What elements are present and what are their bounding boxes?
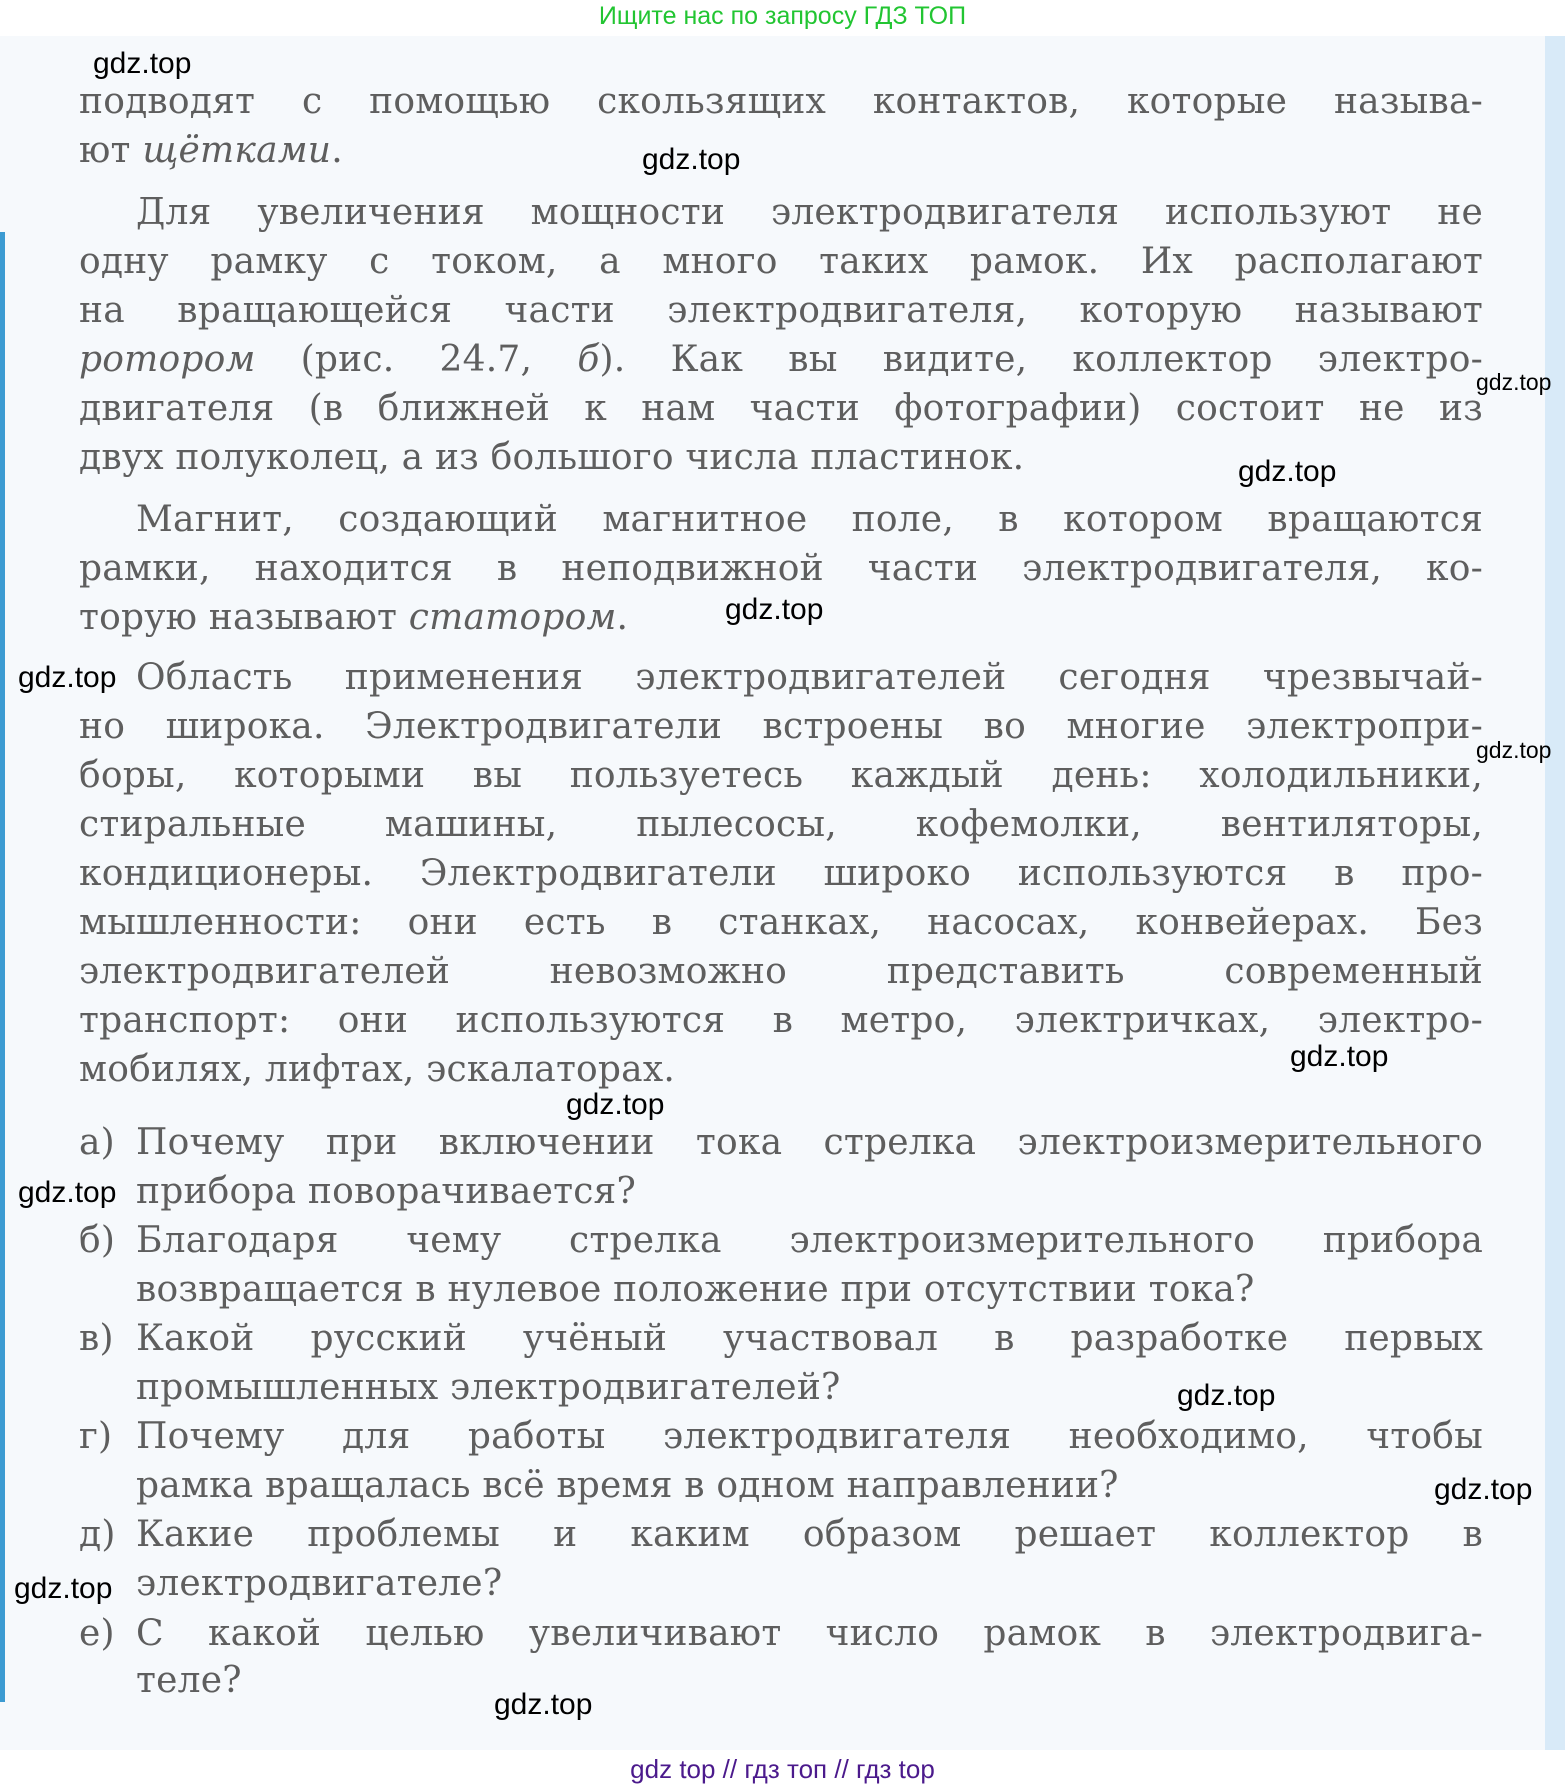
watermark: gdz.top [14,1572,113,1605]
watermark: gdz.top [1290,1040,1389,1073]
text-line: но широка. Электродвигатели встроены во многие электропри- [79,706,1483,747]
text-line: подводят с помощью скользящих контактов, которые называ- [79,81,1483,122]
watermark: gdz.top [18,661,117,694]
text-line [79,129,1483,173]
text-line: кондиционеры. Электродвигатели широко используются в про- [79,853,1483,894]
text-line: двух полуколец, а из большого числа пластинок. [79,437,1025,478]
text-span: . [616,597,629,638]
watermark: gdz.top [18,1176,117,1209]
question-label: д) [79,1514,116,1555]
term-rotor: ротором [79,339,256,380]
watermark: gdz.top [725,593,824,626]
question-label: б) [79,1220,116,1261]
text-span: ют [79,130,143,171]
question-text: электродвигателе? [136,1563,503,1604]
text-span: торую называют [79,597,409,638]
text-line: стиральные машины, пылесосы, кофемолки, вентиляторы, [79,804,1483,845]
text-line: транспорт: они используются в метро, электричках, электро- [79,1000,1483,1041]
bottom-banner: gdz top // гдз топ // гдз top [630,1754,935,1784]
right-margin-strip [1545,36,1565,1750]
question-text: Благодаря чему стрелка электроизмерительного прибора [136,1220,1483,1261]
question-text: промышленных электродвигателей? [136,1367,841,1408]
question-text: Какие проблемы и каким образом решает коллектор в [136,1514,1483,1555]
question-text: Почему для работы электродвигателя необходимо, чтобы [136,1416,1483,1457]
text-line: двигателя (в ближней к нам части фотографии) состоит не из [79,388,1483,429]
question-label: а) [79,1122,115,1163]
text-span: (рис. 24.7, [255,339,578,380]
text-line: мобилях, лифтах, эскалаторах. [79,1049,675,1090]
watermark: gdz.top [566,1088,665,1121]
question-text: С какой целью увеличивают число рамок в электродвига- [136,1613,1483,1654]
watermark: gdz.top [642,143,741,176]
text-span: ). Как вы видите, коллектор электро- [599,339,1483,380]
left-margin-bar [0,232,5,1702]
watermark: gdz.top [1476,737,1552,763]
text-line: Магнит, создающий магнитное поле, в котором вращаются [136,499,1483,540]
watermark: gdz.top [1177,1379,1276,1412]
text-line: одну рамку с током, а много таких рамок. Их располагают [79,241,1483,282]
question-label: г) [79,1416,113,1457]
question-text: рамка вращалась всё время в одном направлении? [136,1465,1119,1506]
figure-label: б [577,339,600,380]
watermark: gdz.top [494,1688,593,1721]
text-line [79,338,1483,382]
text-line: на вращающейся части электродвигателя, которую называют [79,290,1483,331]
term-stator: статором [408,597,617,638]
watermark: gdz.top [93,47,192,80]
text-line: боры, которыми вы пользуетесь каждый день: холодильники, [79,755,1483,796]
text-line: Для увеличения мощности электродвигателя используют не [136,192,1483,233]
text-span: . [331,130,343,171]
question-text: теле? [136,1660,242,1701]
question-text: возвращается в нулевое положение при отсутствии тока? [136,1269,1255,1310]
question-label: е) [79,1613,115,1654]
watermark: gdz.top [1476,369,1552,395]
question-label: в) [79,1318,114,1359]
text-line: рамки, находится в неподвижной части электродвигателя, ко- [79,548,1483,589]
question-text: Почему при включении тока стрелка электроизмерительного [136,1122,1483,1163]
top-banner: Ищите нас по запросу ГДЗ ТОП [598,2,967,30]
text-line: электродвигателей невозможно представить современный [79,951,1483,992]
question-text: Какой русский учёный участвовал в разработке первых [136,1318,1483,1359]
text-line: Область применения электродвигателей сегодня чрезвычай- [136,657,1483,698]
text-line: мышленности: они есть в станках, насосах, конвейерах. Без [79,902,1483,943]
question-text: прибора поворачивается? [136,1171,636,1212]
watermark: gdz.top [1238,455,1337,488]
term-brushes: щётками [142,130,332,171]
watermark: gdz.top [1434,1473,1533,1506]
